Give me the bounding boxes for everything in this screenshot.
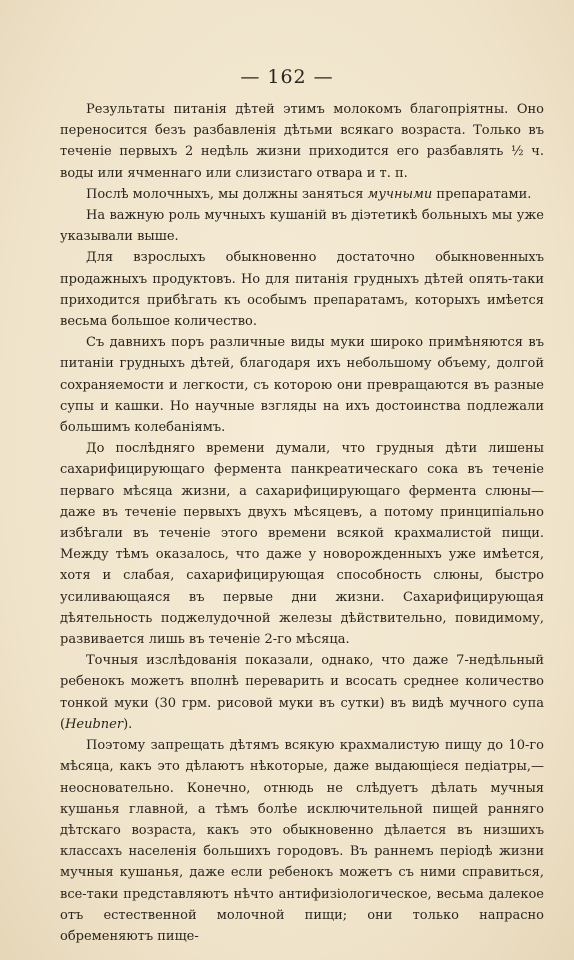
- paragraph-after-milk-end: препаратами.: [432, 186, 532, 202]
- paragraph-history: Съ давнихъ поръ различные виды муки широко примѣняются въ питаніи грудныхъ дѣтей, благодаря ихъ небольшому объему, долгой сохраняемости и легкости, съ которою они превращаются въ разные супы и кашки. Но научные взгляды на ихъ достоинства подлежали большимъ колебаніямъ.: [60, 335, 544, 436]
- paragraph-enzymes: До послѣдняго времени думали, что грудныя дѣти лишены сахарифицирующаго фермента панкреатическаго сока въ теченіе перваго мѣсяца жизни, а сахарифицирующаго фермента слюны—даже въ теченіе первыхъ двухъ мѣсяцевъ, а потому принципіально избѣгали въ теченіе этого времени всякой крахмалистой пищи. Между тѣмъ оказалось, что даже у новорожденныхъ уже имѣется, хотя и слабая, сахарифицирующая способность слюны, быстро усиливающаяся въ первые дни жизни. Сахарифицирующая дѣятельность поджелудочной железы дѣйствительно, повидимому, развивается лишь въ теченіе 2-го мѣсяца.: [60, 441, 544, 648]
- emphasis-author: Heubner: [65, 716, 124, 732]
- paragraph-research: [60, 650, 544, 735]
- paragraph-conclusion: Поэтому запрещать дѣтямъ всякую крахмалистую пищу до 10-го мѣсяца, какъ это дѣлаютъ нѣкоторые, даже выдающіеся педіатры,—неосновательно. Конечно, отнюдь не слѣдуетъ дѣлать мучныя кушанья главной, а тѣмъ болѣе исключительной пищей ранняго дѣтскаго возраста, какъ это обыкновенно дѣлается въ низшихъ классахъ населенія большихъ городовъ. Въ раннемъ періодѣ жизни мучныя кушанья, даже если ребенокъ можетъ съ ними справиться, все-таки представляютъ нѣчто антифизіологическое, весьма далекое отъ естественной молочной пищи; они только напрасно обременяютъ пище-: [60, 738, 544, 944]
- paragraph-research-start: Точныя изслѣдованія показали, однако, что даже 7-недѣльный ребенокъ можетъ вполнѣ переварить и всосать среднее количество тонкой муки (30 грм. рисовой муки въ сутки) въ видѣ мучного супа (: [60, 653, 544, 732]
- paragraph-results: Результаты питанія дѣтей этимъ молокомъ благопріятны. Оно переносится безъ разбавленія дѣтьми всякаго возраста. Только въ теченіе первыхъ 2 недѣль жизни приходится его разбавлять ½ ч. воды или ячменнаго или слизистаго отвара и т. п.: [60, 102, 544, 181]
- paragraph-after-milk: [60, 184, 544, 205]
- paragraph-adults: Для взрослыхъ обыкновенно достаточно обыкновенныхъ продажныхъ продуктовъ. Но для питанія грудныхъ дѣтей опять-таки приходится прибѣгать къ особымъ препаратамъ, которыхъ имѣется весьма большое количество.: [60, 250, 544, 330]
- emphasis-flour: мучными: [367, 186, 433, 202]
- paragraph-role: На важную роль мучныхъ кушаній въ діэтетикѣ больныхъ мы уже указывали выше.: [60, 208, 544, 245]
- page-number: — 162 —: [240, 66, 334, 88]
- paragraph-research-end: ).: [123, 716, 133, 732]
- body-text: [60, 99, 544, 947]
- paragraph-after-milk-start: Послѣ молочныхъ, мы должны заняться: [86, 186, 368, 202]
